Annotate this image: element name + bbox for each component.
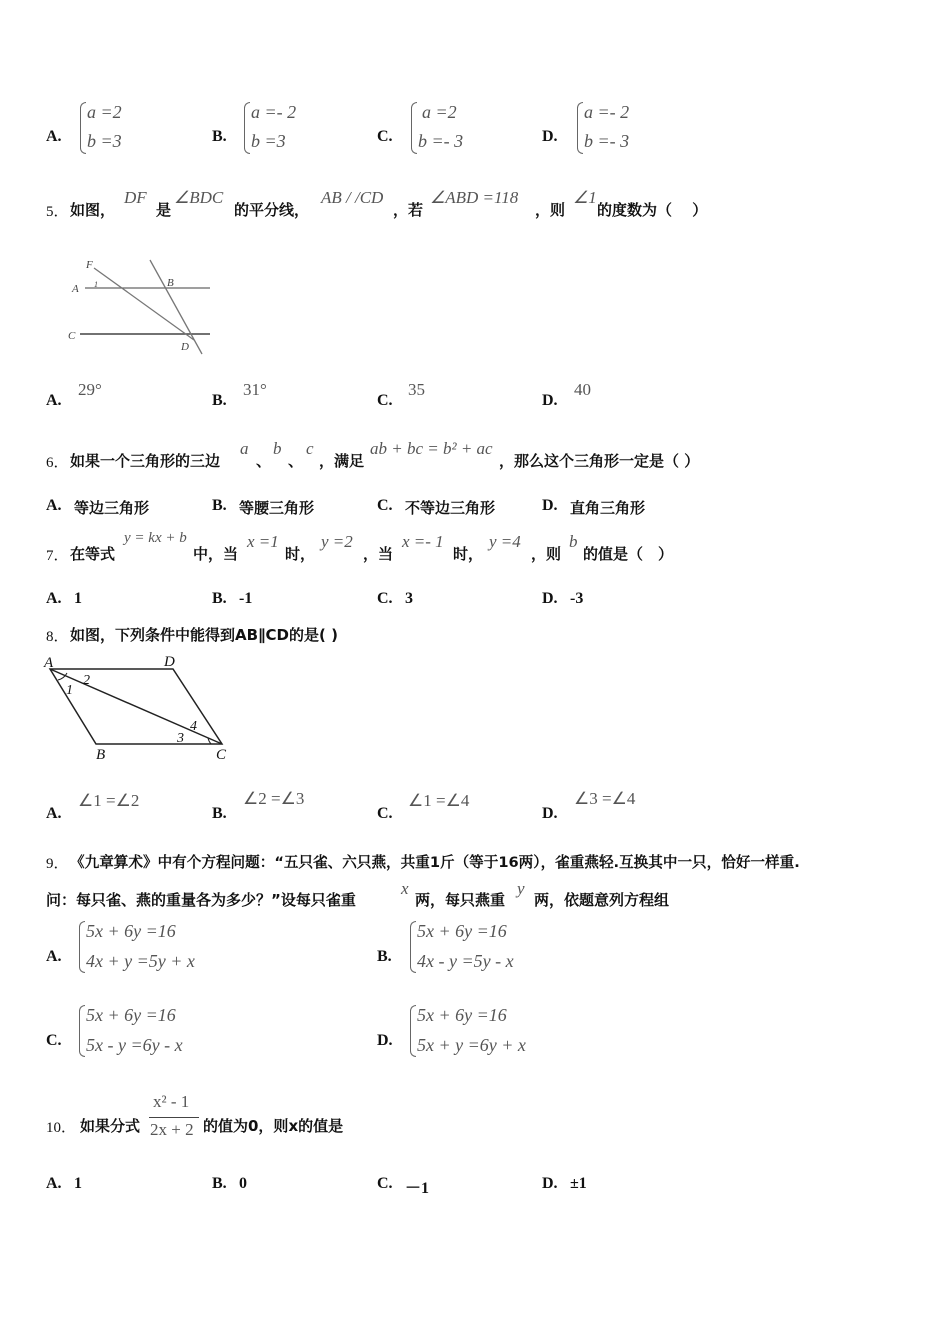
q7-option-d-value: -3 <box>570 590 584 607</box>
q9-option-d-brace <box>410 1005 416 1057</box>
q6-text-2: ，满足 <box>319 452 365 470</box>
q10-option-a-letter: A. <box>46 1175 62 1192</box>
q5-option-a-value: 29° <box>78 380 102 399</box>
q9-math-x: x <box>401 879 409 898</box>
q7-option-a-value: 1 <box>74 590 82 607</box>
q4-option-a-brace <box>80 102 86 154</box>
q6-option-b-value: 等腰三角形 <box>239 499 315 517</box>
q7-text-4: ，当 <box>363 545 394 563</box>
q4-option-d-brace <box>577 102 583 154</box>
q5-math-abd: ∠ABD =118 <box>430 188 519 207</box>
q5-math-angle1: ∠1 <box>573 188 597 207</box>
q5-text-2: 是 <box>156 201 172 219</box>
q8-fig-label-2: 2 <box>83 673 90 688</box>
q6-number: 6． <box>46 455 69 471</box>
q5-fig-label-d: D <box>181 341 189 353</box>
q7-math-xneg1: x =- 1 <box>402 532 444 551</box>
q5-fig-label-1: 1 <box>94 280 98 289</box>
q5-option-d-letter: D. <box>542 392 558 409</box>
q7-math-y2: y =2 <box>321 532 353 551</box>
q5-option-d-value: 40 <box>574 380 591 399</box>
q6-option-c-letter: C. <box>377 497 393 514</box>
q10-text-2: 的值为0，则x的值是 <box>203 1117 344 1135</box>
q4-option-b-letter: B. <box>212 128 227 145</box>
q5-text-3: 的平分线， <box>234 201 310 219</box>
q8-option-d-letter: D. <box>542 805 558 822</box>
q9-option-b-line1: 5x + 6y =16 <box>417 921 507 941</box>
q6-math-c: c <box>306 439 314 458</box>
q7-text-2: 中，当 <box>193 545 239 563</box>
q9-line-1: 《九章算术》中有个方程问题：“五只雀、六只燕，共重1斤（等于16两），雀重燕轻.互换其中一只，恰好一样重. <box>70 854 800 871</box>
q6-option-b-letter: B. <box>212 497 227 514</box>
q9-option-c-letter: C. <box>46 1032 62 1049</box>
q7-text-5: 时， <box>453 545 484 563</box>
q5-math-angle-bdc: ∠BDC <box>174 188 224 207</box>
q7-math-equation: y = kx + b <box>124 530 187 546</box>
q7-math-x1: x =1 <box>247 532 279 551</box>
q6-math-equation: ab + bc = b² + ac <box>370 439 493 458</box>
q9-option-a-letter: A. <box>46 948 62 965</box>
q8-fig-label-3: 3 <box>177 731 184 746</box>
q9-option-d-line2: 5x + y =6y + x <box>417 1035 526 1055</box>
q7-math-y4: y =4 <box>489 532 521 551</box>
q8-option-c-value: ∠1 =∠4 <box>408 791 470 810</box>
q4-option-a-letter: A. <box>46 128 62 145</box>
q10-fraction-denominator: 2x + 2 <box>150 1120 194 1139</box>
q9-option-b-line2: 4x - y =5y - x <box>417 951 514 971</box>
q6-sep-2: 、 <box>288 452 304 470</box>
q7-text-1: 在等式 <box>70 545 116 563</box>
q4-option-b-line2: b =3 <box>251 131 286 151</box>
q4-option-c-line1: a =2 <box>422 102 457 122</box>
q5-math-parallel: AB / /CD <box>321 188 384 207</box>
q7-option-b-letter: B. <box>212 590 227 607</box>
q9-option-b-letter: B. <box>377 948 392 965</box>
q7-option-a-letter: A. <box>46 590 62 607</box>
q8-fig-label-4: 4 <box>190 719 197 734</box>
q8-number: 8． <box>46 629 69 645</box>
q8-fig-label-1: 1 <box>66 683 73 698</box>
q10-option-b-value: 0 <box>239 1175 247 1192</box>
q8-option-b-value: ∠2 =∠3 <box>243 789 305 808</box>
q6-option-a-letter: A. <box>46 497 62 514</box>
q8-fig-label-c: C <box>216 747 227 763</box>
q10-number: 10． <box>46 1120 77 1136</box>
q5-option-c-letter: C. <box>377 392 393 409</box>
q9-option-b-brace <box>410 921 416 973</box>
q7-text-3: 时， <box>285 545 316 563</box>
q4-option-b-brace <box>244 102 250 154</box>
q5-math-df: DF <box>124 188 147 207</box>
q4-option-c-line2: b =- 3 <box>418 131 464 151</box>
q7-option-c-letter: C. <box>377 590 393 607</box>
q5-text-1: 如图， <box>70 201 116 219</box>
q4-option-d-letter: D. <box>542 128 558 145</box>
q9-math-y: y <box>517 879 525 898</box>
q5-option-a-letter: A. <box>46 392 62 409</box>
q8-fig-label-d: D <box>164 654 175 670</box>
q10-option-c-value: －1 <box>405 1180 430 1197</box>
q5-fig-label-c: C <box>68 330 76 342</box>
q6-text-3: ，那么这个三角形一定是（ ） <box>499 452 700 470</box>
q5-option-b-letter: B. <box>212 392 227 409</box>
q9-option-a-brace <box>79 921 85 973</box>
q6-option-c-value: 不等边三角形 <box>405 499 496 517</box>
q8-fig-label-a: A <box>44 655 54 671</box>
q9-option-c-line2: 5x - y =6y - x <box>86 1035 183 1055</box>
q8-option-a-value: ∠1 =∠2 <box>78 791 140 810</box>
q8-figure <box>40 650 240 765</box>
q10-option-b-letter: B. <box>212 1175 227 1192</box>
q9-number: 9． <box>46 856 69 872</box>
q10-text-1: 如果分式 <box>80 1117 141 1135</box>
q4-option-d-line2: b =- 3 <box>584 131 630 151</box>
q9-option-c-brace <box>79 1005 85 1057</box>
q7-option-c-value: 3 <box>405 590 413 607</box>
q8-option-a-letter: A. <box>46 805 62 822</box>
q7-text-7: 的值是（ ） <box>583 545 674 563</box>
q7-text-6: ，则 <box>531 545 562 563</box>
q9-line-2b: 两，每只燕重 <box>415 891 506 909</box>
q9-option-c-line1: 5x + 6y =16 <box>86 1005 176 1025</box>
q8-text: 如图，下列条件中能得到AB∥CD的是( ) <box>70 626 338 644</box>
q6-option-d-value: 直角三角形 <box>570 499 646 517</box>
q4-option-a-line1: a =2 <box>87 102 122 122</box>
q7-math-b: b <box>569 532 578 551</box>
q10-option-d-letter: D. <box>542 1175 558 1192</box>
q7-option-d-letter: D. <box>542 590 558 607</box>
q6-text-1: 如果一个三角形的三边 <box>70 452 221 470</box>
q6-sep-1: 、 <box>256 452 272 470</box>
q5-fig-label-f: F <box>86 259 93 271</box>
q6-math-b: b <box>273 439 282 458</box>
q4-option-c-letter: C. <box>377 128 393 145</box>
q8-option-d-value: ∠3 =∠4 <box>574 789 636 808</box>
q9-line-2a: 问：每只雀、燕的重量各为多少？”设每只雀重 <box>46 891 356 909</box>
q8-fig-label-b: B <box>96 747 106 763</box>
q10-option-c-letter: C. <box>377 1175 393 1192</box>
q5-text-6: 的度数为（ ） <box>597 201 708 219</box>
q10-fraction-bar <box>149 1117 199 1118</box>
q5-text-5: ，则 <box>535 201 566 219</box>
q9-option-a-line1: 5x + 6y =16 <box>86 921 176 941</box>
q10-option-a-value: 1 <box>74 1175 82 1192</box>
q4-option-c-brace <box>411 102 417 154</box>
q6-option-a-value: 等边三角形 <box>74 499 150 517</box>
q9-line-2c: 两，依题意列方程组 <box>534 891 670 909</box>
q10-fraction-numerator: x² - 1 <box>153 1092 190 1111</box>
q6-math-a: a <box>240 439 249 458</box>
q7-number: 7． <box>46 548 69 564</box>
q8-option-c-letter: C. <box>377 805 393 822</box>
q4-option-d-line1: a =- 2 <box>584 102 630 122</box>
q5-fig-label-b: B <box>167 277 174 289</box>
q5-text-4: ，若 <box>393 201 424 219</box>
q9-option-d-letter: D. <box>377 1032 393 1049</box>
q5-option-c-value: 35 <box>408 380 425 399</box>
q7-option-b-value: -1 <box>239 590 253 607</box>
q5-number: 5． <box>46 204 69 220</box>
q9-option-d-line1: 5x + 6y =16 <box>417 1005 507 1025</box>
q5-option-b-value: 31° <box>243 380 267 399</box>
q4-option-b-line1: a =- 2 <box>251 102 297 122</box>
q4-option-a-line2: b =3 <box>87 131 122 151</box>
q10-option-d-value: ±1 <box>570 1175 587 1192</box>
q9-option-a-line2: 4x + y =5y + x <box>86 951 195 971</box>
q8-option-b-letter: B. <box>212 805 227 822</box>
q5-figure <box>60 250 220 360</box>
q5-fig-label-a: A <box>72 283 79 295</box>
q6-option-d-letter: D. <box>542 497 558 514</box>
